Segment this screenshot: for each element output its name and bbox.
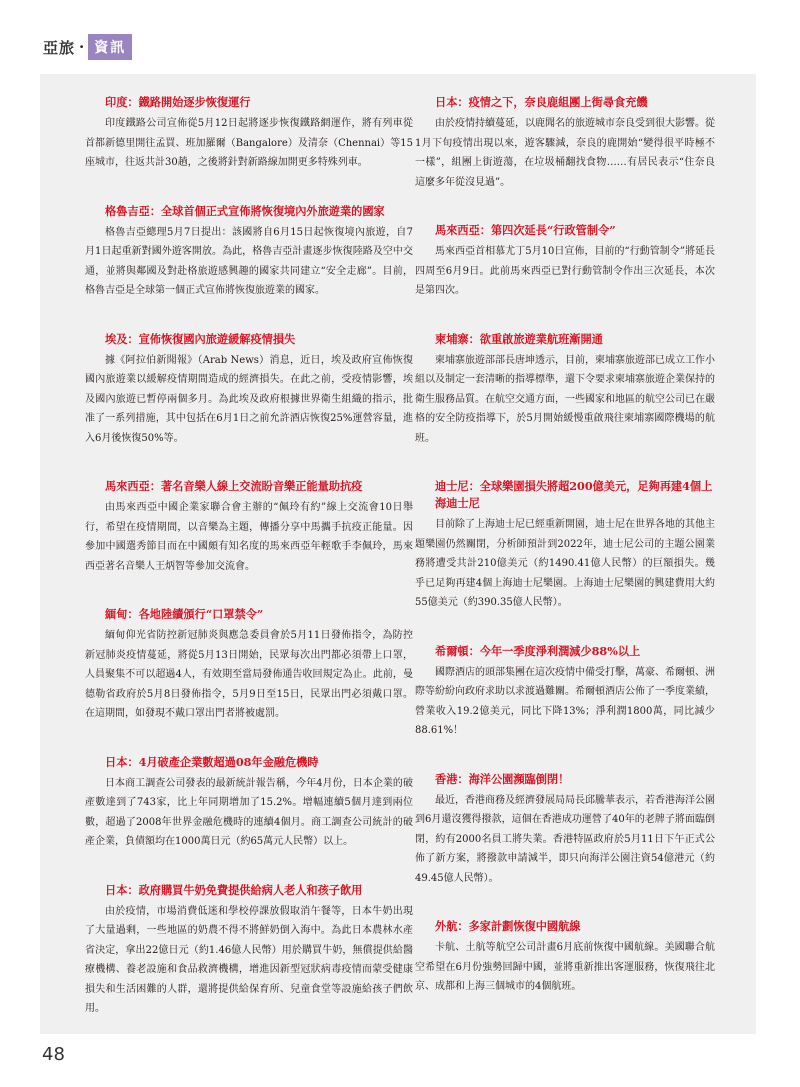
article-title: 埃及：宣佈恢復國內旅遊緩解疫情損失: [105, 331, 296, 346]
article-title: 馬來西亞：第四次延長“行政管制令”: [435, 223, 616, 237]
news-article: [415, 771, 715, 889]
news-article: [85, 754, 413, 852]
article-body: 最近，香港商務及經濟發展局局長邱騰華表示，若香港海洋公園到6月還沒獲得撥款，這個在香港成功運營了40年的老牌子將面臨倒閉，約有2000名員工將失業。香港特區政府於5月11日下午正式公佈了新方案，將撥款申請減半，即只向海洋公園注資54億港元（約49.45億人民幣）。: [415, 794, 715, 884]
left-column: [85, 94, 413, 1049]
news-article: [415, 643, 715, 741]
news-article: [415, 94, 715, 192]
page-number: 48: [42, 1044, 65, 1065]
article-title: 香港：海洋公園瀕臨倒閉！: [435, 771, 570, 786]
right-column: [415, 94, 715, 1027]
magazine-brand: 亞旅: [43, 38, 76, 57]
news-article: [415, 222, 715, 301]
article-title: 外航：多家計劃恢復中國航線: [435, 919, 581, 933]
page-header: [43, 34, 132, 60]
section-tag: 資訊: [88, 34, 132, 60]
news-panel: [40, 74, 756, 1034]
article-title: 日本：4月破產企業數超過08年金融危機時: [105, 754, 319, 769]
article-body: 國際酒店的頭部集團在這次疫情中備受打擊，萬豪、希爾頓、洲際等紛紛向政府求助以求渡過難關。希爾頓酒店公佈了一季度業績，營業收入19.2億美元，同比下降13%；淨利潤1800萬，同比減少88.61%！: [415, 666, 715, 736]
article-body: 據《阿拉伯新聞報》（Arab News）消息，近日，埃及政府宣佈恢復國內旅遊業以緩解疫情期間造成的經濟損失。在此之前，受疫情影響，埃及國內旅遊已暫停兩個多月。為此埃及政府根據世界衛生組織的指示，批准了一系列措施，其中包括在6月1日之前允許酒店恢復25%運營容量，進入6月後恢復50%等。: [85, 354, 413, 444]
article-body: 由於疫情持續蔓延，以鹿聞名的旅遊城市奈良受到很大影響。從1月下旬疫情出現以來，遊客驟減，奈良的鹿開始“變得很平時極不一樣”，組團上街遊蕩，在垃圾桶翻找食物……有居民表示“住奈良這麼多年從沒見過”。: [415, 118, 715, 188]
article-body: 由馬來西亞中國企業家聯合會主辦的“佩玲有約”線上交流會10日舉行，希望在疫情期間，以音樂為主題，傳播分享中馬攜手抗疫正能量。因參加中國選秀節目而在中國頗有知名度的馬來西亞年輕歌手李佩玲，馬來西亞著名音樂人王炳智等參加交流會。: [85, 502, 413, 572]
article-title: 印度：鐵路開始逐步恢復運行: [105, 95, 251, 109]
news-article: [85, 606, 413, 724]
article-body: 日本商工調查公司發表的最新統計報告稱，今年4月份，日本企業的破產數達到了743家，比上年同期增加了15.2%。增幅連續5個月達到兩位數，超過了2008年世界金融危機時的連續4個月。商工調查公司統計的破產企業，負債額均在1000萬日元（約65萬元人民幣）以上。: [85, 777, 413, 847]
article-title: 緬甸：各地陸續頒行“口罩禁令”: [105, 607, 264, 621]
article-body: 目前除了上海迪士尼已經重新開園，迪士尼在世界各地的其他主題樂園仍然關閉，分析師預計到2022年，迪士尼公司的主題公園業務將遭受共計210億美元（約1490.41億人民幣）的巨額損失。幾乎已足夠再建4個上海迪士尼樂園。上海迪士尼樂園的興建費用大約55億美元（約390.35億人民幣）。: [415, 519, 715, 608]
article-body: 印度鐵路公司宣佈從5月12日起將逐步恢復鐵路網運作，將有列車從首都新德里開往孟買、班加羅爾（Bangalore）及清奈（Chennai）等15座城市，往返共計30趟，之後將針對新路線加開更多特殊列車。: [85, 118, 413, 168]
header-separator: ·: [79, 38, 85, 56]
news-article: [415, 331, 715, 449]
news-article: [85, 882, 413, 1019]
news-article: [85, 478, 413, 576]
article-title: 希爾頓：今年一季度淨利潤減少88%以上: [435, 643, 641, 658]
article-body: 格魯吉亞總理5月7日提出：該國將自6月15日起恢復境內旅遊，自7月1日起重新對國外遊客開放。為此，格魯吉亞計畫逐步恢復陸路及空中交通，並將與鄰國及對赴格旅遊感興趣的國家共同建立“安全走廊”。目前，格魯吉亞是全球第一個正式宣佈將恢復旅遊業的國家。: [85, 226, 413, 296]
article-title: 柬埔寨：欲重啟旅遊業航班漸開通: [435, 331, 603, 346]
article-body: 緬甸仰光省防控新冠肺炎與應急委員會於5月11日發佈指令，為防控新冠肺炎疫情蔓延，將從5月13日開始，民眾每次出門都必須帶上口罩，人員聚集不可以超過4人，有效期至當局發佈通告收回規定為止。此前，曼德勒省政府於5月8日發佈指令，5月9日至15日，民眾出門必須戴口罩。在這期間，如發現不戴口罩出門者將被處罰。: [85, 630, 413, 719]
article-title: 日本：疫情之下，奈良鹿組團上街尋食充饑: [435, 95, 648, 109]
news-article: [415, 918, 715, 997]
article-title: 馬來西亞：著名音樂人線上交流盼音樂正能量助抗疫: [105, 479, 363, 493]
article-body: 由於疫情，市場消費低迷和學校停課放假取消午餐等，日本牛奶出現了大量過剩，一些地區的奶農不得不將鮮奶倒入海中。為此日本農林水產省決定，拿出22億日元（約1.46億人民幣）用於購買牛奶，無償提供給醫療機構、養老設施和食品救濟機構，增進因新型冠狀病毒疫情而蒙受健康損失和生活困難的人群，還將提供給保育所、兒童食堂等設施給孩子們飲用。: [85, 905, 413, 1014]
article-body: 卡航、土航等航空公司計畫6月底前恢復中國航線。美國聯合航空希望在6月份強勢回歸中國，並將重新推出客運服務，恢復飛往北京、成都和上海三個城市的4個航班。: [415, 942, 715, 992]
article-body: 柬埔寨旅遊部部長唐坤透示，目前，柬埔寨旅遊部已成立工作小組以及制定一套清晰的指導標準，還下令要求柬埔寨旅遊企業保持的衛生服務品質。在航空交通方面，一些國家和地區的航空公司已在嚴格的安全防疫指導下，於5月開始緩慢重啟飛往柬埔寨國際機場的航班。: [415, 354, 715, 444]
news-article: [415, 478, 715, 613]
article-title: 迪士尼：全球樂園損失將超200億美元，足夠再建4個上海迪士尼: [435, 479, 713, 510]
article-title: 日本：政府購買牛奶免費提供給病人老人和孩子飲用: [105, 882, 363, 897]
news-article: [85, 331, 413, 449]
article-body: 馬來西亞首相慕尤丁5月10日宣佈，目前的“行動管制令”將延長四周至6月9日。此前馬來西亞已對行動管制令作出三次延長，本次是第四次。: [415, 246, 715, 296]
news-article: [85, 203, 413, 301]
news-article: [85, 94, 413, 173]
article-title: 格魯吉亞：全球首個正式宣佈將恢復境內外旅遊業的國家: [105, 203, 385, 218]
